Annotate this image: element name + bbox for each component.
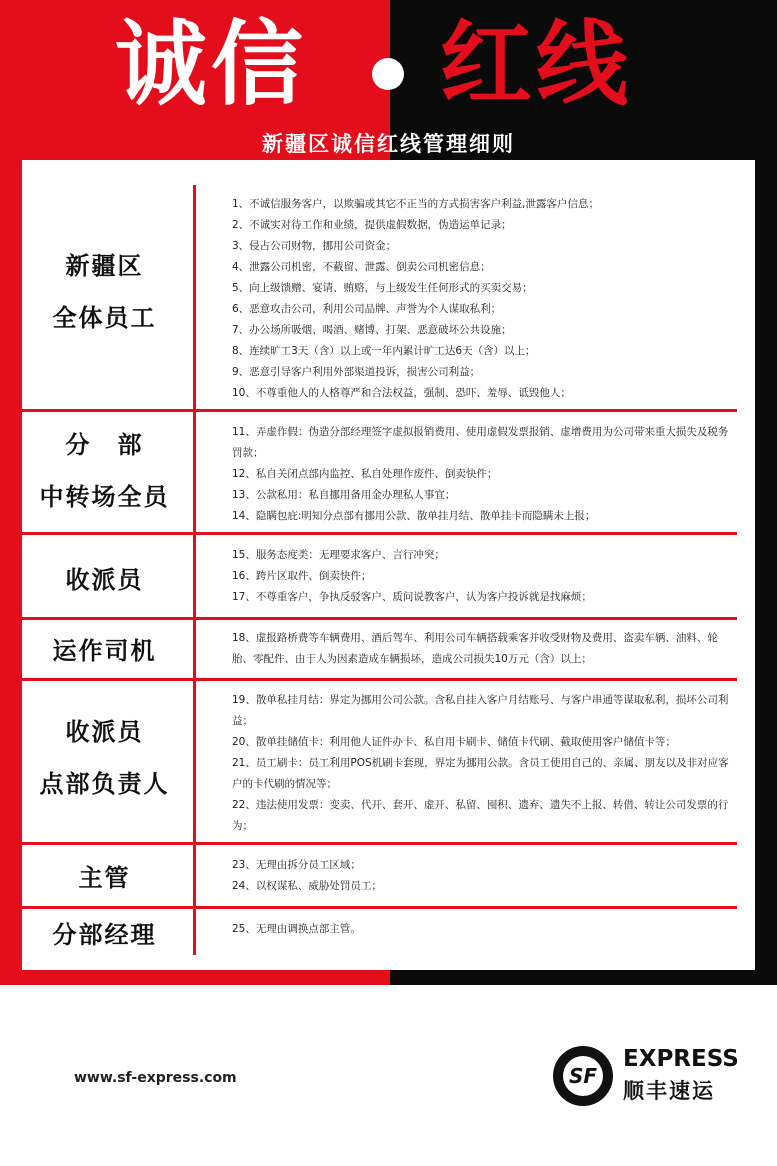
rule-item: 1、不诚信服务客户，以欺骗或其它不正当的方式损害客户利益,泄露客户信息；	[232, 198, 600, 210]
rule-item: 5、向上级馈赠、宴请、贿赂，与上级发生任何形式的买卖交易；	[232, 282, 533, 294]
rule-item: 19、散单私挂月结：界定为挪用公司公款。含私自挂入客户月结账号、与客户串通等谋取私利，损坏公司利益；	[232, 694, 729, 727]
section-divider	[22, 532, 737, 535]
section-divider	[22, 617, 737, 620]
rule-item: 18、虚报路桥费等车辆费用、酒后驾车、利用公司车辆搭载乘客并收受财物及费用、盗卖车辆、油料、轮胎、零配件、由于人为因素造成车辆损坏，造成公司损失10万元（含）以上；	[232, 632, 718, 665]
category-label	[22, 706, 187, 810]
category-line: 运作司机	[52, 637, 157, 665]
rules-panel	[22, 160, 755, 970]
vertical-divider	[193, 185, 196, 955]
rule-item: 22、违法使用发票：变卖、代开、套开、虚开、私留、囤积、遗弃、遗失不上报、转借、转让公司发票的行为；	[232, 799, 729, 832]
category-label	[22, 625, 187, 677]
rule-list	[232, 855, 737, 897]
rule-item: 2、不诚实对待工作和业绩，提供虚假数据，伪造运单记录；	[232, 219, 512, 231]
rule-item: 17、不尊重客户，争执反驳客户、质问说教客户，认为客户投诉就是找麻烦；	[232, 591, 592, 603]
rule-item: 25、无理由调换点部主管。	[232, 923, 361, 935]
rule-item: 9、恶意引导客户利用外部渠道投诉，损害公司利益；	[232, 366, 481, 378]
sf-logo-icon	[553, 1046, 613, 1106]
rule-item: 21、员工刷卡：员工利用POS机刷卡套现，界定为挪用公款。含员工使用自己的、亲属、朋友以及非对应客户的卡代刷的情况等；	[232, 757, 729, 790]
rule-item: 11、弄虚作假：伪造分部经理签字虚拟报销费用、使用虚假发票报销、虚增费用为公司带来重大损失及税务罚款；	[232, 426, 729, 459]
category-line: 收派员	[65, 566, 144, 594]
rule-item: 7、办公场所吸烟、喝酒、赌博、打架、恶意破坏公共设施；	[232, 324, 512, 336]
title-left: 诚信	[115, 11, 308, 118]
logo-express-text: EXPRESS	[623, 1046, 739, 1072]
category-line: 点部负责人	[39, 770, 170, 798]
category-label	[22, 419, 187, 523]
logo-chinese-text: 顺丰速运	[623, 1079, 715, 1103]
rule-item: 16、跨片区取件、倒卖快件；	[232, 570, 372, 582]
title-dot	[372, 58, 404, 90]
rule-item: 8、连续旷工3天（含）以上或一年内累计旷工达6天（含）以上；	[232, 345, 536, 357]
category-line: 分 部	[65, 431, 144, 459]
rule-list	[232, 545, 737, 608]
category-line: 全体员工	[52, 304, 157, 332]
rule-item: 15、服务态度类：无理要求客户、言行冲突；	[232, 549, 445, 561]
rule-item: 10、不尊重他人的人格尊严和合法权益，强制、恐吓、羞辱、诋毁他人；	[232, 387, 571, 399]
rule-item: 14、隐瞒包庇:明知分点部有挪用公款、散单挂月结、散单挂卡而隐瞒未上报；	[232, 510, 596, 522]
section-divider	[22, 409, 737, 412]
rule-item: 6、恶意攻击公司，利用公司品牌、声誉为个人谋取私利；	[232, 303, 502, 315]
section-divider	[22, 678, 737, 681]
category-line: 收派员	[65, 718, 144, 746]
rule-item: 23、无理由拆分员工区域；	[232, 859, 361, 871]
category-line: 分部经理	[52, 921, 157, 949]
rule-list	[232, 628, 737, 670]
category-line: 中转场全员	[39, 483, 170, 511]
section-divider	[22, 842, 737, 845]
rule-list	[232, 194, 737, 404]
rule-list	[232, 690, 737, 837]
rule-item: 20、散单挂储值卡：利用他人证件办卡、私自用卡刷卡、储值卡代刷、截取使用客户储值卡等；	[232, 736, 676, 748]
website-url: www.sf-express.com	[74, 1070, 237, 1086]
category-label	[22, 852, 187, 904]
rule-item: 12、私自关闭点部内监控、私自处理作废件、倒卖快件；	[232, 468, 498, 480]
rule-list	[232, 919, 737, 940]
page-subtitle: 新疆区诚信红线管理细则	[262, 132, 515, 156]
category-label	[22, 909, 187, 961]
rule-item: 13、公款私用：私自挪用备用金办理私人事宜；	[232, 489, 456, 501]
category-line: 新疆区	[65, 252, 144, 280]
rule-item: 24、以权谋私、威胁处罚员工；	[232, 880, 382, 892]
rule-list	[232, 422, 737, 527]
title-right: 红线	[440, 11, 633, 118]
rule-item: 3、侵占公司财物，挪用公司资金；	[232, 240, 397, 252]
rule-item: 4、泄露公司机密，不截留、泄露、倒卖公司机密信息；	[232, 261, 491, 273]
logo-mark: SF	[563, 1056, 603, 1096]
category-line: 主管	[78, 864, 131, 892]
category-label	[22, 554, 187, 606]
poster-header	[0, 0, 777, 140]
category-label	[22, 240, 187, 344]
